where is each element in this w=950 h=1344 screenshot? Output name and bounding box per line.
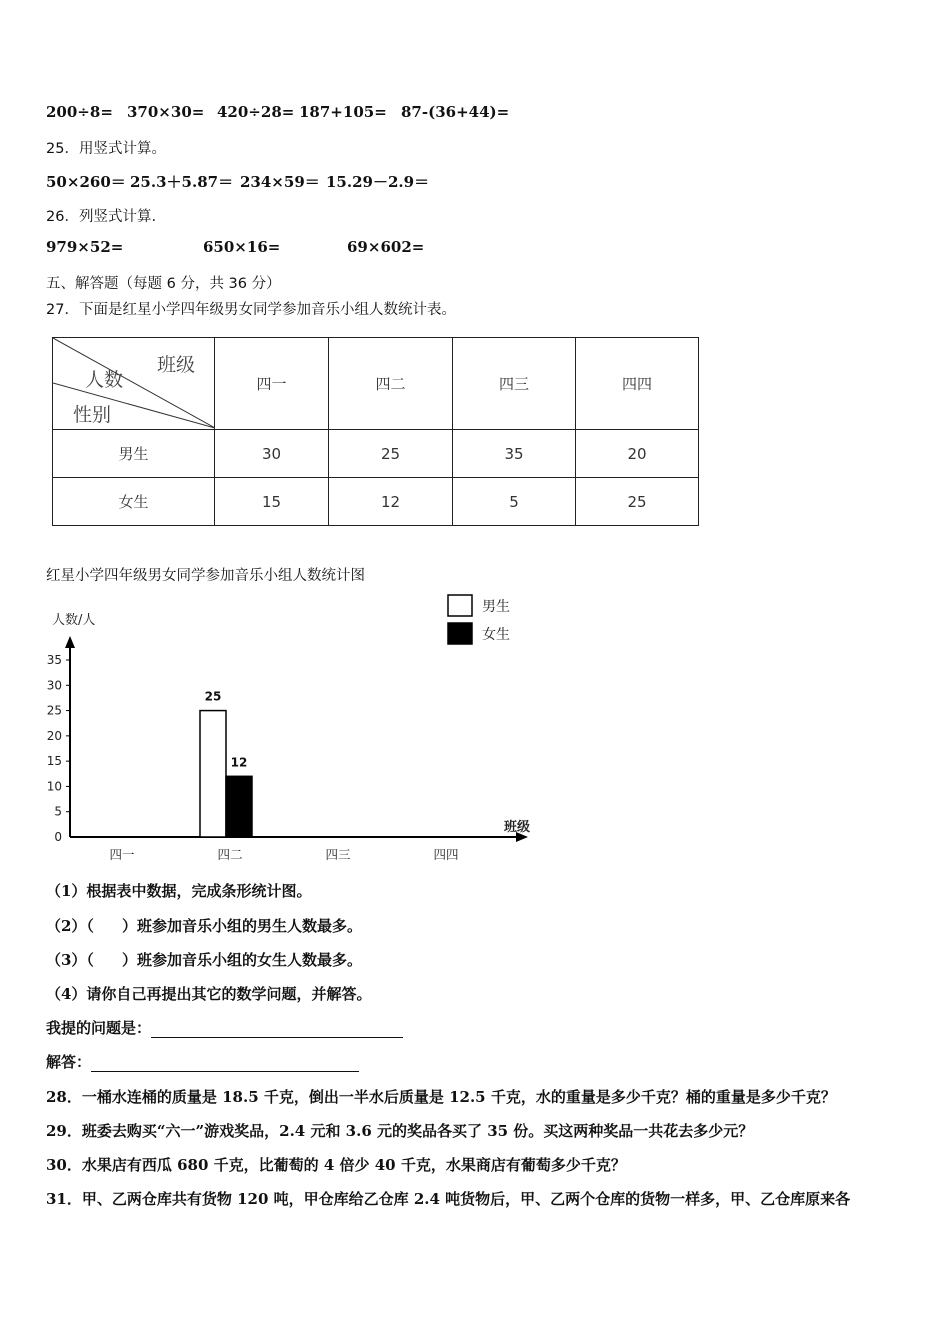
answer-line	[46, 1051, 359, 1072]
calc-item: 50×260＝	[46, 173, 126, 191]
q28: 28．一桶水连桶的质量是 18.5 千克，倒出一半水后质量是 12.5 千克，水的重量是多少千克？桶的重量是多少千克？	[46, 1088, 836, 1106]
ask-label: 我提的问题是：	[46, 1019, 152, 1037]
calc-item: 25.3＋5.87＝	[130, 173, 234, 191]
corner-label-count: 人数	[85, 369, 124, 391]
ask-line	[46, 1017, 403, 1038]
legend-swatch	[448, 623, 472, 644]
q25-title: 25．用竖式计算。	[46, 141, 166, 157]
table-row	[53, 430, 699, 478]
q26-items	[46, 238, 424, 256]
y-axis-title: 人数/人	[52, 613, 96, 628]
y-tick-label: 10	[46, 779, 62, 794]
table-corner-cell	[53, 338, 215, 430]
sub3-suffix: ）班参加音乐小组的女生人数最多。	[121, 951, 362, 969]
row-label: 女生	[53, 478, 215, 526]
chart-heading: 红星小学四年级男女同学参加音乐小组人数统计图	[46, 568, 365, 584]
y-tick-label: 25	[46, 703, 62, 718]
calc-item: 370×30=	[127, 103, 205, 121]
calc-item: 650×16=	[203, 238, 281, 256]
table-cell: 35	[453, 430, 576, 478]
calc-item: 69×602=	[347, 238, 425, 256]
section-5-title: 五、解答题（每题 6 分，共 36 分）	[46, 276, 281, 292]
sub3-prefix: （3）（	[46, 951, 94, 969]
q26-title: 26．列竖式计算.	[46, 209, 157, 225]
calc-item: 234×59＝	[240, 173, 320, 191]
calc-item: 200÷8=	[46, 103, 113, 121]
table-cell: 20	[576, 430, 699, 478]
column-header: 四一	[215, 338, 329, 430]
x-tick-label: 四一	[109, 847, 135, 862]
x-tick-label: 四三	[325, 847, 351, 862]
calc-item: 87-(36+44)=	[401, 103, 510, 121]
bar-data-label: 12	[230, 755, 248, 770]
y-tick-label: 0	[54, 830, 62, 844]
column-header: 四四	[576, 338, 699, 430]
y-tick-label: 20	[46, 728, 62, 743]
calc-item: 15.29－2.9＝	[326, 173, 430, 191]
q29: 29．班委去购买“六一”游戏奖品，2.4 元和 3.6 元的奖品各买了 35 份。买这两种奖品一共花去多少元？	[46, 1122, 754, 1140]
y-tick-label: 30	[46, 678, 62, 693]
corner-label-class: 班级	[157, 354, 196, 376]
table-header-row	[53, 338, 699, 430]
table-cell: 5	[453, 478, 576, 526]
q27-sub1: （1）根据表中数据，完成条形统计图。	[46, 882, 312, 900]
table-cell: 25	[329, 430, 453, 478]
legend-label: 男生	[482, 599, 510, 615]
bar-boys	[200, 711, 226, 837]
bar-data-label: 25	[204, 689, 222, 704]
bar-chart	[40, 588, 550, 868]
table-cell: 15	[215, 478, 329, 526]
sub2-prefix: （2）（	[46, 917, 94, 935]
calc-item: 979×52=	[46, 238, 124, 256]
q31: 31．甲、乙两仓库共有货物 120 吨，甲仓库给乙仓库 2.4 吨货物后，甲、乙两个仓库的货物一样多，甲、乙仓库原来各	[46, 1190, 851, 1208]
table-cell: 12	[329, 478, 453, 526]
sub2-suffix: ）班参加音乐小组的男生人数最多。	[121, 917, 362, 935]
legend-label: 女生	[482, 627, 510, 643]
y-axis-arrow	[65, 636, 75, 648]
q27-sub3	[46, 949, 362, 970]
x-tick-label: 四二	[217, 847, 243, 862]
answer-blank-line[interactable]	[91, 1053, 359, 1072]
y-tick-label: 35	[46, 653, 62, 667]
legend-swatch	[448, 595, 472, 616]
x-tick-label: 四四	[433, 847, 459, 862]
bar-girls	[226, 776, 252, 837]
column-header: 四三	[453, 338, 576, 430]
table-cell: 25	[576, 478, 699, 526]
ask-blank[interactable]	[151, 1019, 403, 1038]
q27-intro: 27．下面是红星小学四年级男女同学参加音乐小组人数统计表。	[46, 302, 456, 318]
answer-label: 解答：	[46, 1053, 92, 1071]
corner-label-gender: 性别	[73, 404, 112, 426]
row-label: 男生	[53, 430, 215, 478]
calc-item: 187+105=	[299, 103, 387, 121]
q25-items	[46, 171, 429, 192]
statistics-table	[52, 337, 699, 526]
y-tick-label: 5	[54, 804, 62, 819]
q30: 30．水果店有西瓜 680 千克，比葡萄的 4 倍少 40 千克，水果商店有葡萄多少千克？	[46, 1156, 626, 1174]
column-header: 四二	[329, 338, 453, 430]
x-axis-title: 班级	[504, 820, 531, 835]
q27-sub2	[46, 915, 362, 936]
table-row	[53, 478, 699, 526]
q27-sub4: （4）请你自己再提出其它的数学问题，并解答。	[46, 985, 372, 1003]
calc-row-1	[46, 103, 509, 121]
y-tick-label: 15	[46, 754, 62, 769]
table-cell: 30	[215, 430, 329, 478]
calc-item: 420÷28=	[217, 103, 295, 121]
